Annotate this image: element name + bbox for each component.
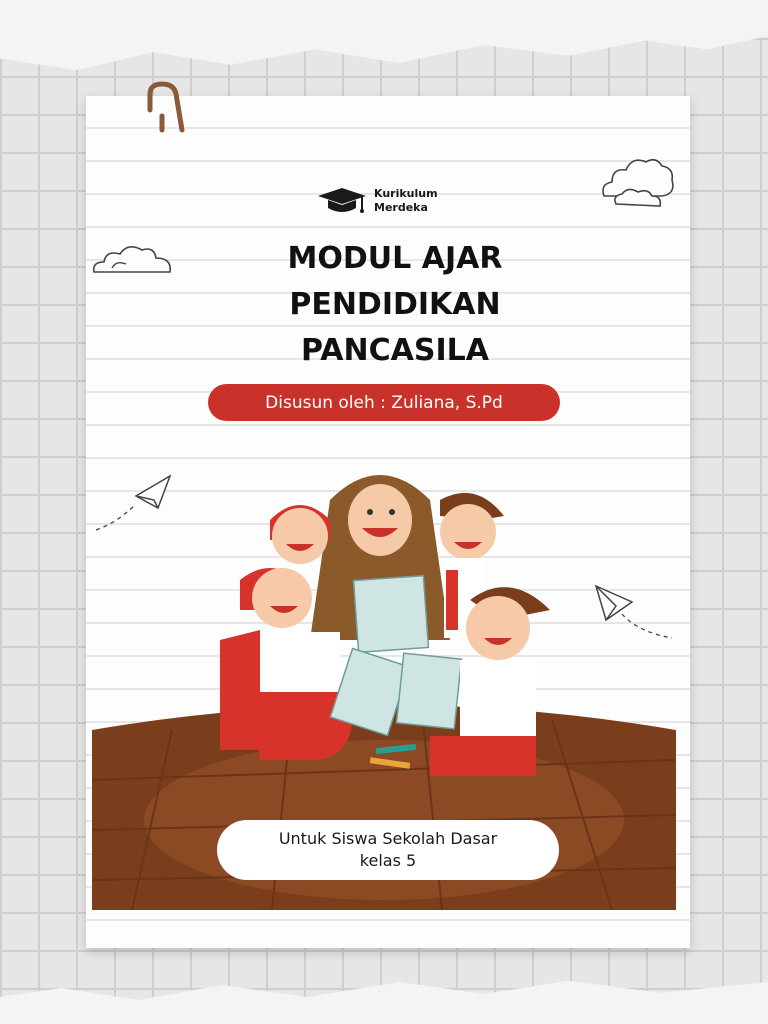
graduation-cap-icon: [316, 186, 368, 216]
target-audience-badge: [217, 820, 559, 880]
page-title: [200, 236, 590, 374]
torn-paper-top: [0, 0, 768, 90]
title-line-1: MODUL AJAR: [287, 241, 503, 276]
paper-plane-right-icon: [592, 580, 676, 646]
author-badge: Disusun oleh : Zuliana, S.Pd: [208, 384, 560, 421]
kurikulum-merdeka-logo: [316, 186, 438, 216]
paper-clip-icon: [142, 80, 194, 136]
teacher-students-illustration: [200, 460, 570, 790]
logo-line-1: Kurikulum: [374, 187, 438, 200]
title-line-3: PANCASILA: [301, 333, 489, 368]
target-line-1: Untuk Siswa Sekolah Dasar: [278, 829, 498, 848]
torn-paper-bottom: [0, 964, 768, 1024]
logo-line-2: Merdeka: [374, 201, 428, 214]
cloud-left-icon: [92, 238, 174, 278]
cloud-top-right-icon: [598, 150, 676, 216]
paper-plane-left-icon: [92, 472, 174, 534]
title-line-2: PENDIDIKAN: [289, 287, 501, 322]
target-line-2: kelas 5: [359, 851, 417, 870]
